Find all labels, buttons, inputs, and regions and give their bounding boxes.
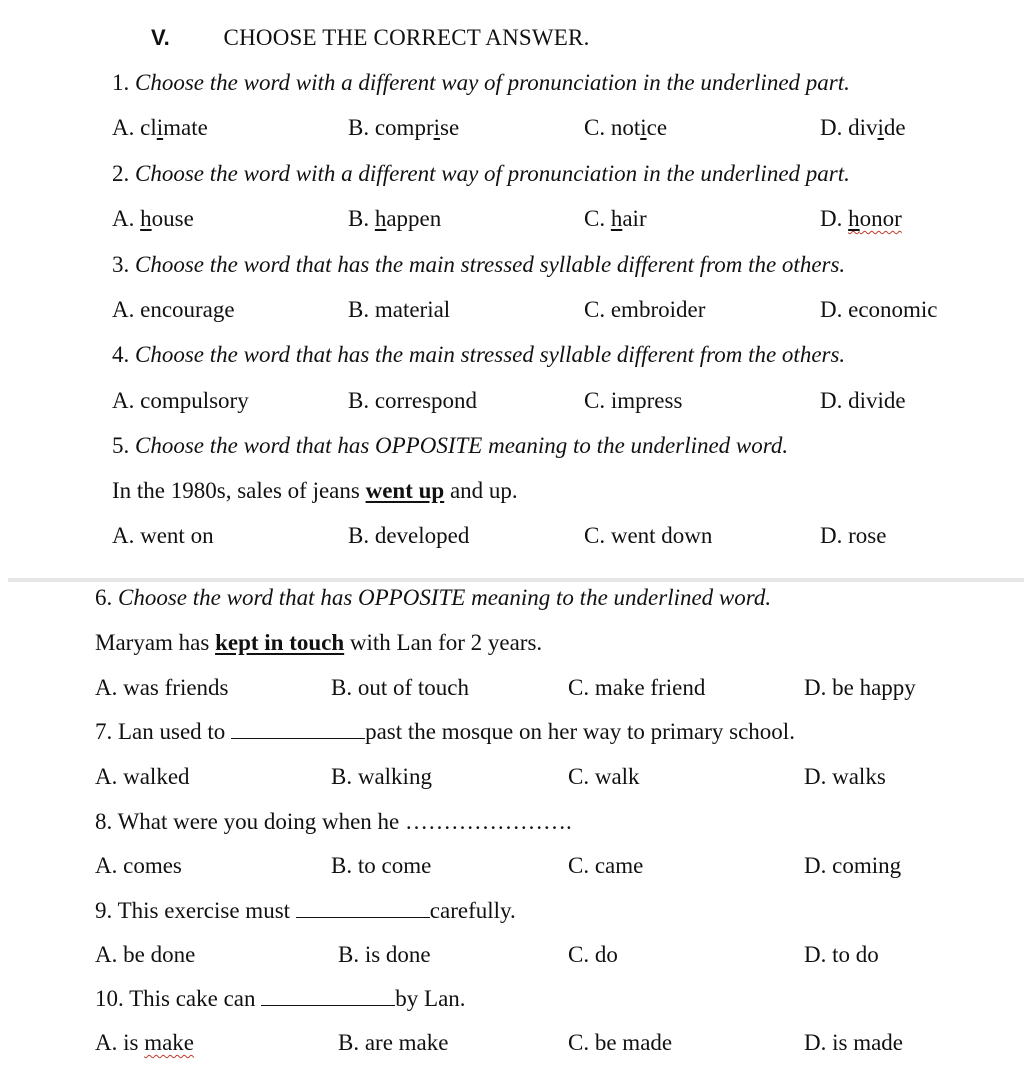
question-5-prompt: 5. Choose the word that has OPPOSITE meaning to the underlined word.: [112, 433, 789, 458]
q2-option-a[interactable]: A. house: [112, 206, 194, 231]
answer-blank[interactable]: [231, 718, 365, 739]
q5-option-b[interactable]: B. developed: [348, 523, 470, 548]
q9-option-a[interactable]: A. be done: [95, 942, 196, 967]
q5-option-c[interactable]: C. went down: [584, 523, 713, 548]
question-4-text: Choose the word that has the main stressed syllable different from the others.: [135, 342, 846, 367]
question-3-text: Choose the word that has the main stressed syllable different from the others.: [135, 252, 846, 277]
q9-option-d[interactable]: D. to do: [804, 942, 879, 967]
question-5-text: Choose the word that has OPPOSITE meaning to the underlined word.: [135, 433, 789, 458]
question-2-text: Choose the word with a different way of pronunciation in the underlined part.: [135, 161, 850, 186]
q5-option-d[interactable]: D. rose: [820, 523, 887, 548]
q2-option-c[interactable]: C. hair: [584, 206, 647, 231]
underlined-word: went up: [365, 478, 445, 503]
q4-option-d[interactable]: D. divide: [820, 388, 906, 413]
q10-option-c[interactable]: C. be made: [568, 1030, 673, 1055]
question-6-text: Choose the word that has OPPOSITE meaning to the underlined word.: [118, 585, 772, 610]
q6-option-b[interactable]: B. out of touch: [331, 675, 469, 700]
section-title: CHOOSE THE CORRECT ANSWER.: [223, 25, 590, 50]
q10-option-a[interactable]: A. is make: [95, 1030, 195, 1055]
q10-option-b[interactable]: B. are make: [338, 1030, 449, 1055]
q5-option-a[interactable]: A. went on: [112, 523, 214, 548]
section-heading: [151, 24, 590, 52]
question-8-prompt: 8. What were you doing when he ………………….: [95, 809, 572, 834]
question-2-prompt: 2. Choose the word with a different way of pronunciation in the underlined part.: [112, 161, 850, 186]
question-1-prompt: 1. Choose the word with a different way of pronunciation in the underlined part.: [112, 70, 850, 95]
q8-option-a[interactable]: A. comes: [95, 853, 182, 878]
q1-option-c[interactable]: C. notice: [584, 115, 668, 140]
question-6-prompt: 6. Choose the word that has OPPOSITE meaning to the underlined word.: [95, 585, 772, 610]
q6-option-d[interactable]: D. be happy: [804, 675, 916, 700]
question-9-prompt: 9. This exercise must carefully.: [95, 898, 516, 923]
q8-option-d[interactable]: D. coming: [804, 853, 902, 878]
q2-option-d[interactable]: D. honor: [820, 206, 902, 231]
q7-option-a[interactable]: A. walked: [95, 764, 190, 789]
page-divider: [8, 578, 1024, 582]
q3-option-c[interactable]: C. embroider: [584, 297, 706, 322]
q4-option-b[interactable]: B. correspond: [348, 388, 478, 413]
underlined-word: kept in touch: [215, 630, 345, 655]
q4-option-c[interactable]: C. impress: [584, 388, 683, 413]
q6-option-a[interactable]: A. was friends: [95, 675, 229, 700]
q3-option-b[interactable]: B. material: [348, 297, 451, 322]
q9-option-c[interactable]: C. do: [568, 942, 618, 967]
q4-option-a[interactable]: A. compulsory: [112, 388, 249, 413]
question-7-prompt: 7. Lan used to past the mosque on her way to primary school.: [95, 719, 795, 744]
q7-option-c[interactable]: C. walk: [568, 764, 640, 789]
question-6-sentence: Maryam has kept in touch with Lan for 2 years.: [95, 630, 543, 655]
answer-blank[interactable]: [296, 897, 430, 918]
q1-option-a[interactable]: A. climate: [112, 115, 208, 140]
question-3-prompt: 3. Choose the word that has the main stressed syllable different from the others.: [112, 252, 846, 277]
q9-option-b[interactable]: B. is done: [338, 942, 431, 967]
q1-option-d[interactable]: D. divide: [820, 115, 906, 140]
q2-option-b[interactable]: B. happen: [348, 206, 442, 231]
question-5-sentence: In the 1980s, sales of jeans went up and up.: [112, 478, 518, 503]
q1-option-b[interactable]: B. comprise: [348, 115, 460, 140]
q10-option-d[interactable]: D. is made: [804, 1030, 904, 1055]
q8-option-b[interactable]: B. to come: [331, 853, 432, 878]
q3-option-a[interactable]: A. encourage: [112, 297, 235, 322]
question-4-prompt: 4. Choose the word that has the main stressed syllable different from the others.: [112, 342, 846, 367]
section-number: V.: [151, 25, 170, 50]
q7-option-b[interactable]: B. walking: [331, 764, 432, 789]
q7-option-d[interactable]: D. walks: [804, 764, 886, 789]
answer-blank[interactable]: [261, 985, 395, 1006]
question-10-prompt: 10. This cake can by Lan.: [95, 986, 466, 1011]
q8-option-c[interactable]: C. came: [568, 853, 644, 878]
q6-option-c[interactable]: C. make friend: [568, 675, 706, 700]
q3-option-d[interactable]: D. economic: [820, 297, 938, 322]
question-1-text: Choose the word with a different way of pronunciation in the underlined part.: [135, 70, 850, 95]
